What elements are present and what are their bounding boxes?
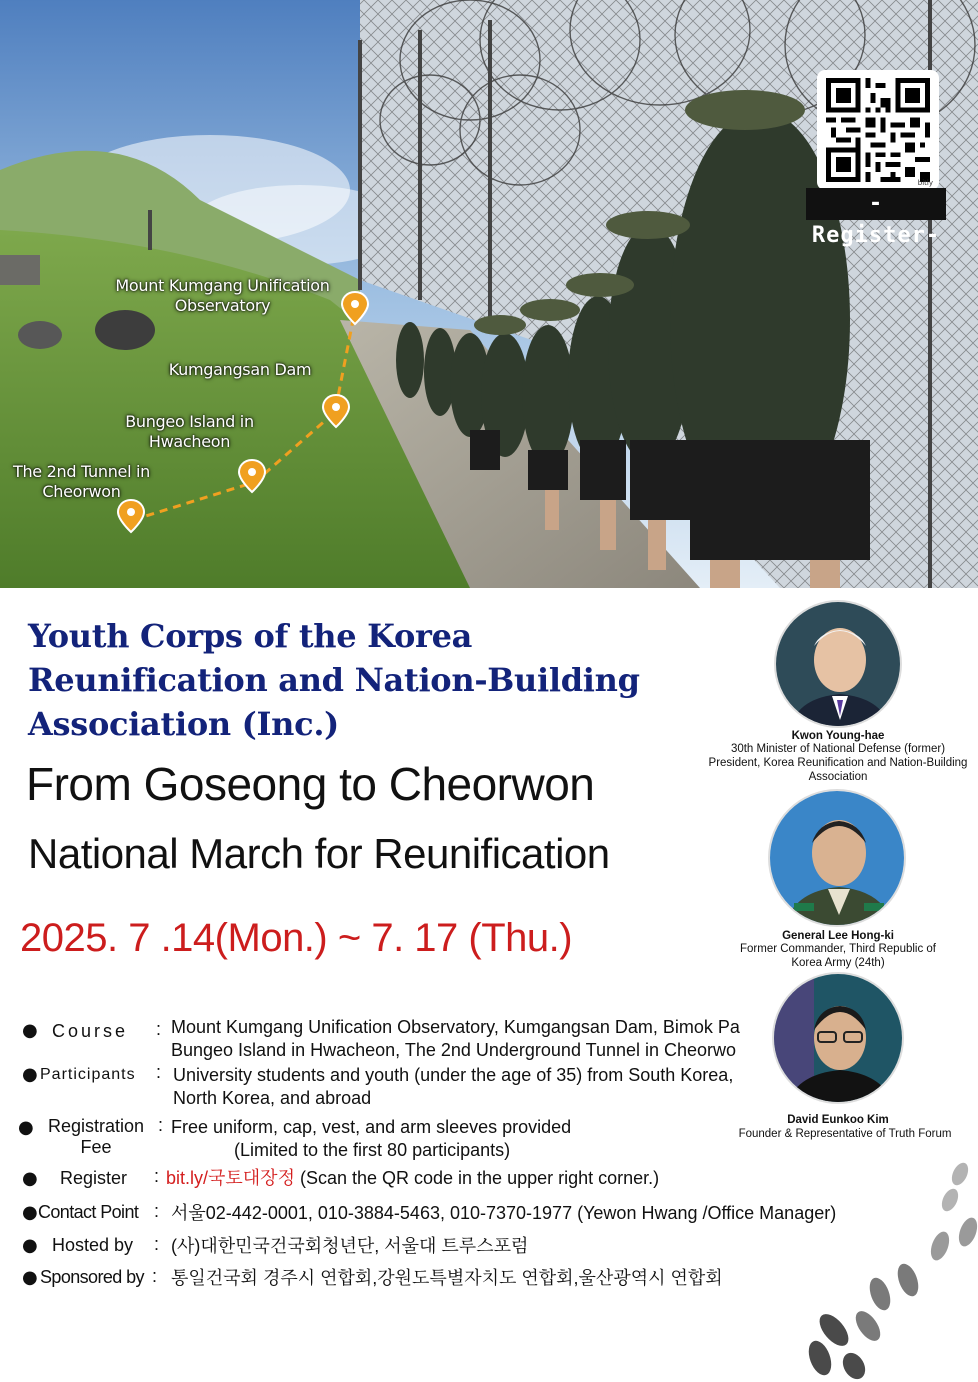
sponsor-label: Sponsored by <box>40 1267 144 1287</box>
contact-label: Contact Point <box>38 1202 139 1222</box>
colon-separator: : <box>156 1062 162 1082</box>
speaker-photo-kim <box>772 972 904 1104</box>
bullet-icon: ● <box>18 1117 34 1138</box>
route-label-bungeo-island: Bungeo Island in Hwacheon <box>125 412 254 451</box>
org-title-line-1: Youth Corps of the Korea <box>28 617 473 655</box>
speaker-photo-lee <box>768 789 906 927</box>
hero-photo <box>0 0 978 588</box>
participants-value: University students and youth (under the age of 35) from South Korea, North Korea, and abroad <box>173 1065 734 1108</box>
organization-title <box>28 614 748 746</box>
participants-label: Participants <box>40 1066 136 1083</box>
speaker-role-kim: Founder & Representative of Truth Forum <box>738 1128 952 1140</box>
event-subtitle-route: From Goseong to Cheorwon <box>26 758 595 810</box>
org-title-line-2: Reunification and Nation-Building <box>28 661 640 699</box>
qr-brand-label: bitly <box>917 179 933 187</box>
bullet-icon: ● <box>22 1064 38 1085</box>
registration-fee-label: Registration Fee <box>47 1116 145 1157</box>
bullet-icon: ● <box>22 1267 38 1288</box>
colon-separator: : <box>152 1266 158 1286</box>
register-label: Register <box>60 1168 128 1188</box>
colon-separator: : <box>156 1019 162 1039</box>
event-subtitle-march: National March for Reunification <box>28 830 610 877</box>
sponsor-value: 통일건국회 경주시 연합회,강원도특별자치도 연합회,울산광역시 연합회 <box>171 1268 723 1288</box>
register-qr-code[interactable] <box>817 70 939 190</box>
colon-separator: : <box>158 1115 164 1135</box>
register-value <box>166 1167 659 1190</box>
register-note: (Scan the QR code in the upper right corner.) <box>294 1168 660 1188</box>
bullet-icon: ● <box>22 1168 38 1189</box>
route-label-kumgangsan-dam: Kumgangsan Dam <box>168 360 312 379</box>
colon-separator: : <box>154 1201 160 1221</box>
host-value: (사)대한민국건국회청년단, 서울대 트루스포럼 <box>171 1236 529 1256</box>
footprints-icon <box>790 1160 978 1382</box>
route-label-kumgang-observatory: Mount Kumgang Unification Observatory <box>115 276 330 315</box>
register-link[interactable]: bit.ly/국토대장정 <box>166 1168 295 1188</box>
qr-register-caption[interactable]: -Register- <box>806 188 946 220</box>
registration-fee-value: Free uniform, cap, vest, and arm sleeves provided (Limited to the first 80 participants) <box>171 1117 572 1160</box>
contact-value: 서울02-442-0001, 010-3884-5463, 010-7370-1977 (Yewon Hwang /Office Manager) <box>171 1203 837 1223</box>
event-dates: 2025. 7 .14(Mon.) ~ 7. 17 (Thu.) <box>20 916 573 960</box>
org-title-line-3: Association (Inc.) <box>28 705 340 743</box>
route-label-2nd-tunnel: The 2nd Tunnel in Cheorwon <box>12 462 151 501</box>
colon-separator: : <box>154 1166 160 1186</box>
qr-code-icon <box>826 78 930 182</box>
speaker-role-lee: Former Commander, Third Republic of Korea Army (24th) <box>740 943 936 969</box>
speaker-name-lee: General Lee Hong-ki <box>782 930 894 942</box>
course-label: Course <box>52 1021 129 1041</box>
speaker-photo-kwon <box>774 600 902 728</box>
bullet-icon: ● <box>22 1020 38 1041</box>
speaker-name-kwon: Kwon Young-hae <box>791 730 885 742</box>
speaker-role-kwon: 30th Minister of National Defense (former) President, Korea Reunification and Nation-Building Association <box>708 743 968 783</box>
host-label: Hosted by <box>52 1235 134 1255</box>
colon-separator: : <box>154 1234 160 1254</box>
course-value: Mount Kumgang Unification Observatory, Kumgangsan Dam, Bimok Pa Bungeo Island in Hwacheon, The 2nd Underground Tunnel in Cheorwo <box>171 1017 740 1060</box>
speaker-name-kim: David Eunkoo Kim <box>787 1114 889 1126</box>
bullet-icon: ● <box>22 1202 38 1223</box>
bullet-icon: ● <box>22 1235 38 1256</box>
